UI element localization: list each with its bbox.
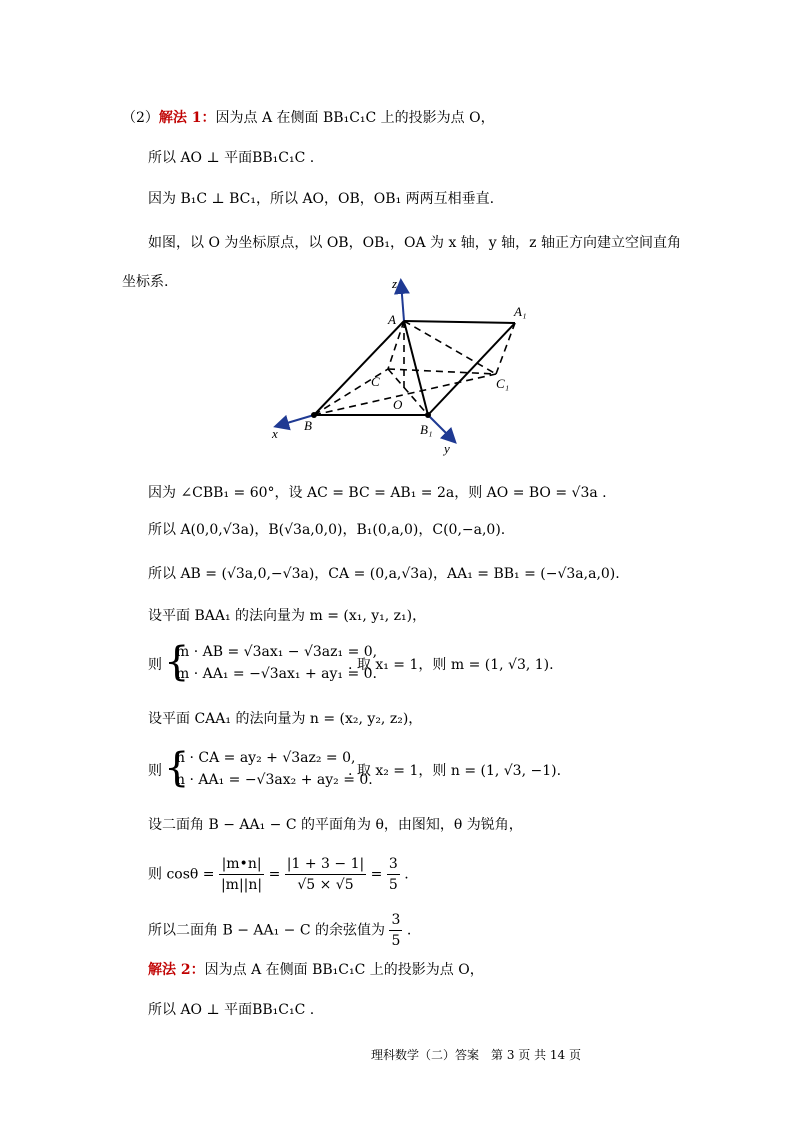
label-O: O <box>393 397 403 412</box>
cosine-computation: 则 cosθ = $\frac{|m•n|}{|m||n|}$ = $\frac{|1 + 3 - 1|}{√5 \times √5}$ = $\frac{3}{5}$ . <box>148 856 409 893</box>
conclusion-text: 所以二面角 B − AA₁ − C 的余弦值为 <box>148 922 385 939</box>
method-2-heading: 解法 2： <box>148 962 205 978</box>
system-m: 则 { m · AB = √3ax₁ − √3az₁ = 0, m · AA₁ = −√3ax₁ + ay₁ = 0. . 取 x₁ = 1，则 m = (1, √3, 1). <box>148 639 554 685</box>
page-footer: 理科数学（二）答案 第 3 页 共 14 页 <box>371 1048 581 1062</box>
system-n: 则 { n · CA = ay₂ + √3az₂ = 0, n · AA₁ = −√3ax₂ + ay₂ = 0. . 取 x₂ = 1，则 n = (1, √3, −1). <box>148 745 562 791</box>
system-m-prefix: 则 <box>148 657 162 673</box>
cosine-prefix: 则 cosθ = <box>148 866 215 883</box>
normal-n-setup: 设平面 CAA₁ 的法向量为 n = (x₂, y₂, z₂)， <box>148 711 423 727</box>
label-A1: A₁ <box>514 304 527 319</box>
cosine-conclusion: 所以二面角 B − AA₁ − C 的余弦值为 $\frac{3}{5}$ . <box>148 912 412 949</box>
perpendicular-statement: 所以 AO ⊥ 平面BB₁C₁C . <box>148 150 315 166</box>
cosine-fraction-1: $\frac{|m•n|}{|m||n|}$ <box>220 856 263 893</box>
label-x: x <box>272 426 278 441</box>
label-z: z <box>392 276 398 291</box>
method-1-statement: 因为点 A 在侧面 BB₁C₁C 上的投影为点 O， <box>215 110 495 126</box>
method-1-line <box>122 108 495 128</box>
system-n-prefix: 则 <box>148 763 162 779</box>
method-2-statement: 因为点 A 在侧面 BB₁C₁C 上的投影为点 O， <box>204 962 484 978</box>
prism-figure <box>268 276 538 456</box>
coordinate-setup-line-2: 坐标系. <box>122 274 169 290</box>
system-m-row-1: m · AB = √3ax₁ − √3az₁ = 0, <box>176 644 378 660</box>
label-A: A <box>388 312 396 327</box>
normal-m-setup: 设平面 BAA₁ 的法向量为 m = (x₁, y₁, z₁)， <box>148 608 427 624</box>
conclusion-fraction: $\frac{3}{5}$ <box>391 912 401 949</box>
system-m-result: . 取 x₁ = 1，则 m = (1, √3, 1). <box>348 657 554 673</box>
method-1-heading: 解法 1： <box>158 110 216 126</box>
coordinate-setup-line-1: 如图，以 O 为坐标原点，以 OB，OB₁，OA 为 x 轴，y 轴，z 轴正方向建立空间直角 <box>148 235 681 251</box>
z-axis <box>401 282 404 321</box>
angle-setup-line: 因为 ∠CBB₁ = 60°，设 AC = BC = AB₁ = 2a，则 AO = BO = √3a . <box>148 485 607 501</box>
method-2-line <box>148 960 484 980</box>
label-B: B <box>304 418 312 433</box>
system-n-result: . 取 x₂ = 1，则 n = (1, √3, −1). <box>348 763 562 779</box>
cosine-fraction-2: $\frac{|1 + 3 - 1|}{√5 \times √5}$ <box>286 856 365 893</box>
point-coordinates-line: 所以 A(0,0,√3a)，B(√3a,0,0)，B₁(0,a,0)，C(0,−a,0). <box>148 522 506 538</box>
part-number: （2） <box>122 110 159 126</box>
label-C: C <box>371 374 380 389</box>
label-y: y <box>444 441 450 456</box>
label-C1: C₁ <box>496 376 510 391</box>
cosine-fraction-3: $\frac{3}{5}$ <box>388 856 398 893</box>
label-B1: B₁ <box>420 422 433 437</box>
method-2-perpendicular: 所以 AO ⊥ 平面BB₁C₁C . <box>148 1002 315 1018</box>
vector-coordinates-line: 所以 AB = (√3a,0,−√3a)，CA = (0,a,√3a)，AA₁ = BB₁ = (−√3a,a,0). <box>148 566 620 582</box>
system-m-row-2: m · AA₁ = −√3ax₁ + ay₁ = 0. <box>176 666 377 682</box>
system-n-row-1: n · CA = ay₂ + √3az₂ = 0, <box>176 750 356 766</box>
mutual-perpendicular-statement: 因为 B₁C ⊥ BC₁，所以 AO，OB，OB₁ 两两互相垂直. <box>148 191 495 207</box>
dihedral-angle-setup: 设二面角 B − AA₁ − C 的平面角为 θ，由图知，θ 为锐角， <box>148 817 523 833</box>
system-n-row-2: n · AA₁ = −√3ax₂ + ay₂ = 0. <box>176 772 373 788</box>
